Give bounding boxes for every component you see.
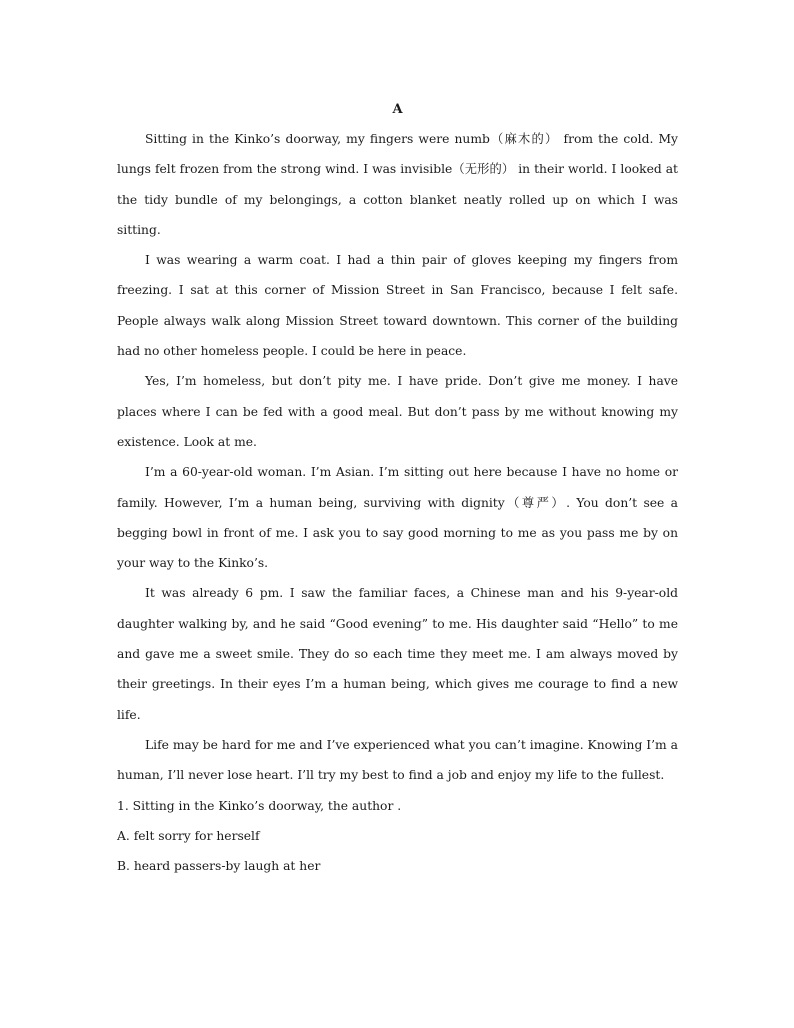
question-option-b: B. heard passers-by laugh at her (117, 859, 321, 874)
paragraph-5: It was already 6 pm. I saw the familiar faces, a Chinese man and his 9-year-old daughter walking by, and he said “Good evening” to me. His daughter said “Hello” to me and gave me a sweet smile. They do so each time they meet me. I am always moved by their greetings. In their eyes I’m a human being, which gives me courage to find a new life. (117, 586, 678, 722)
document-page (117, 98, 678, 881)
paragraph-4: I’m a 60-year-old woman. I’m Asian. I’m sitting out here because I have no home or family. However, I’m a human being, surviving with dignity（尊严）. You don’t see a begging bowl in front of me. I ask you to say good morning to me as you pass me by on your way to the Kinko’s. (117, 465, 678, 571)
passage-title: A (392, 102, 403, 117)
paragraph-1: Sitting in the Kinko’s doorway, my fingers were numb（麻木的） from the cold. My lungs felt frozen from the strong wind. I was invisible（无形的） in their world. I looked at the tidy bundle of my belongings, a cotton blanket neatly rolled up on which I was sitting. (117, 132, 678, 237)
paragraph-2: I was wearing a warm coat. I had a thin pair of gloves keeping my fingers from freezing. I sat at this corner of Mission Street in San Francisco, because I felt safe. People always walk along Mission Street toward downtown. This corner of the building had no other homeless people. I could be here in peace. (117, 253, 678, 359)
paragraph-3: Yes, I’m homeless, but don’t pity me. I have pride. Don’t give me money. I have places where I can be fed with a good meal. But don’t pass by me without knowing my existence. Look at me. (117, 374, 678, 449)
question-stem: 1. Sitting in the Kinko’s doorway, the author . (117, 798, 402, 813)
paragraph-6: Life may be hard for me and I’ve experienced what you can’t imagine. Knowing I’m a human, I’ll never lose heart. I’ll try my best to find a job and enjoy my life to the fullest. (117, 737, 678, 783)
question-option-a: A. felt sorry for herself (117, 828, 260, 843)
